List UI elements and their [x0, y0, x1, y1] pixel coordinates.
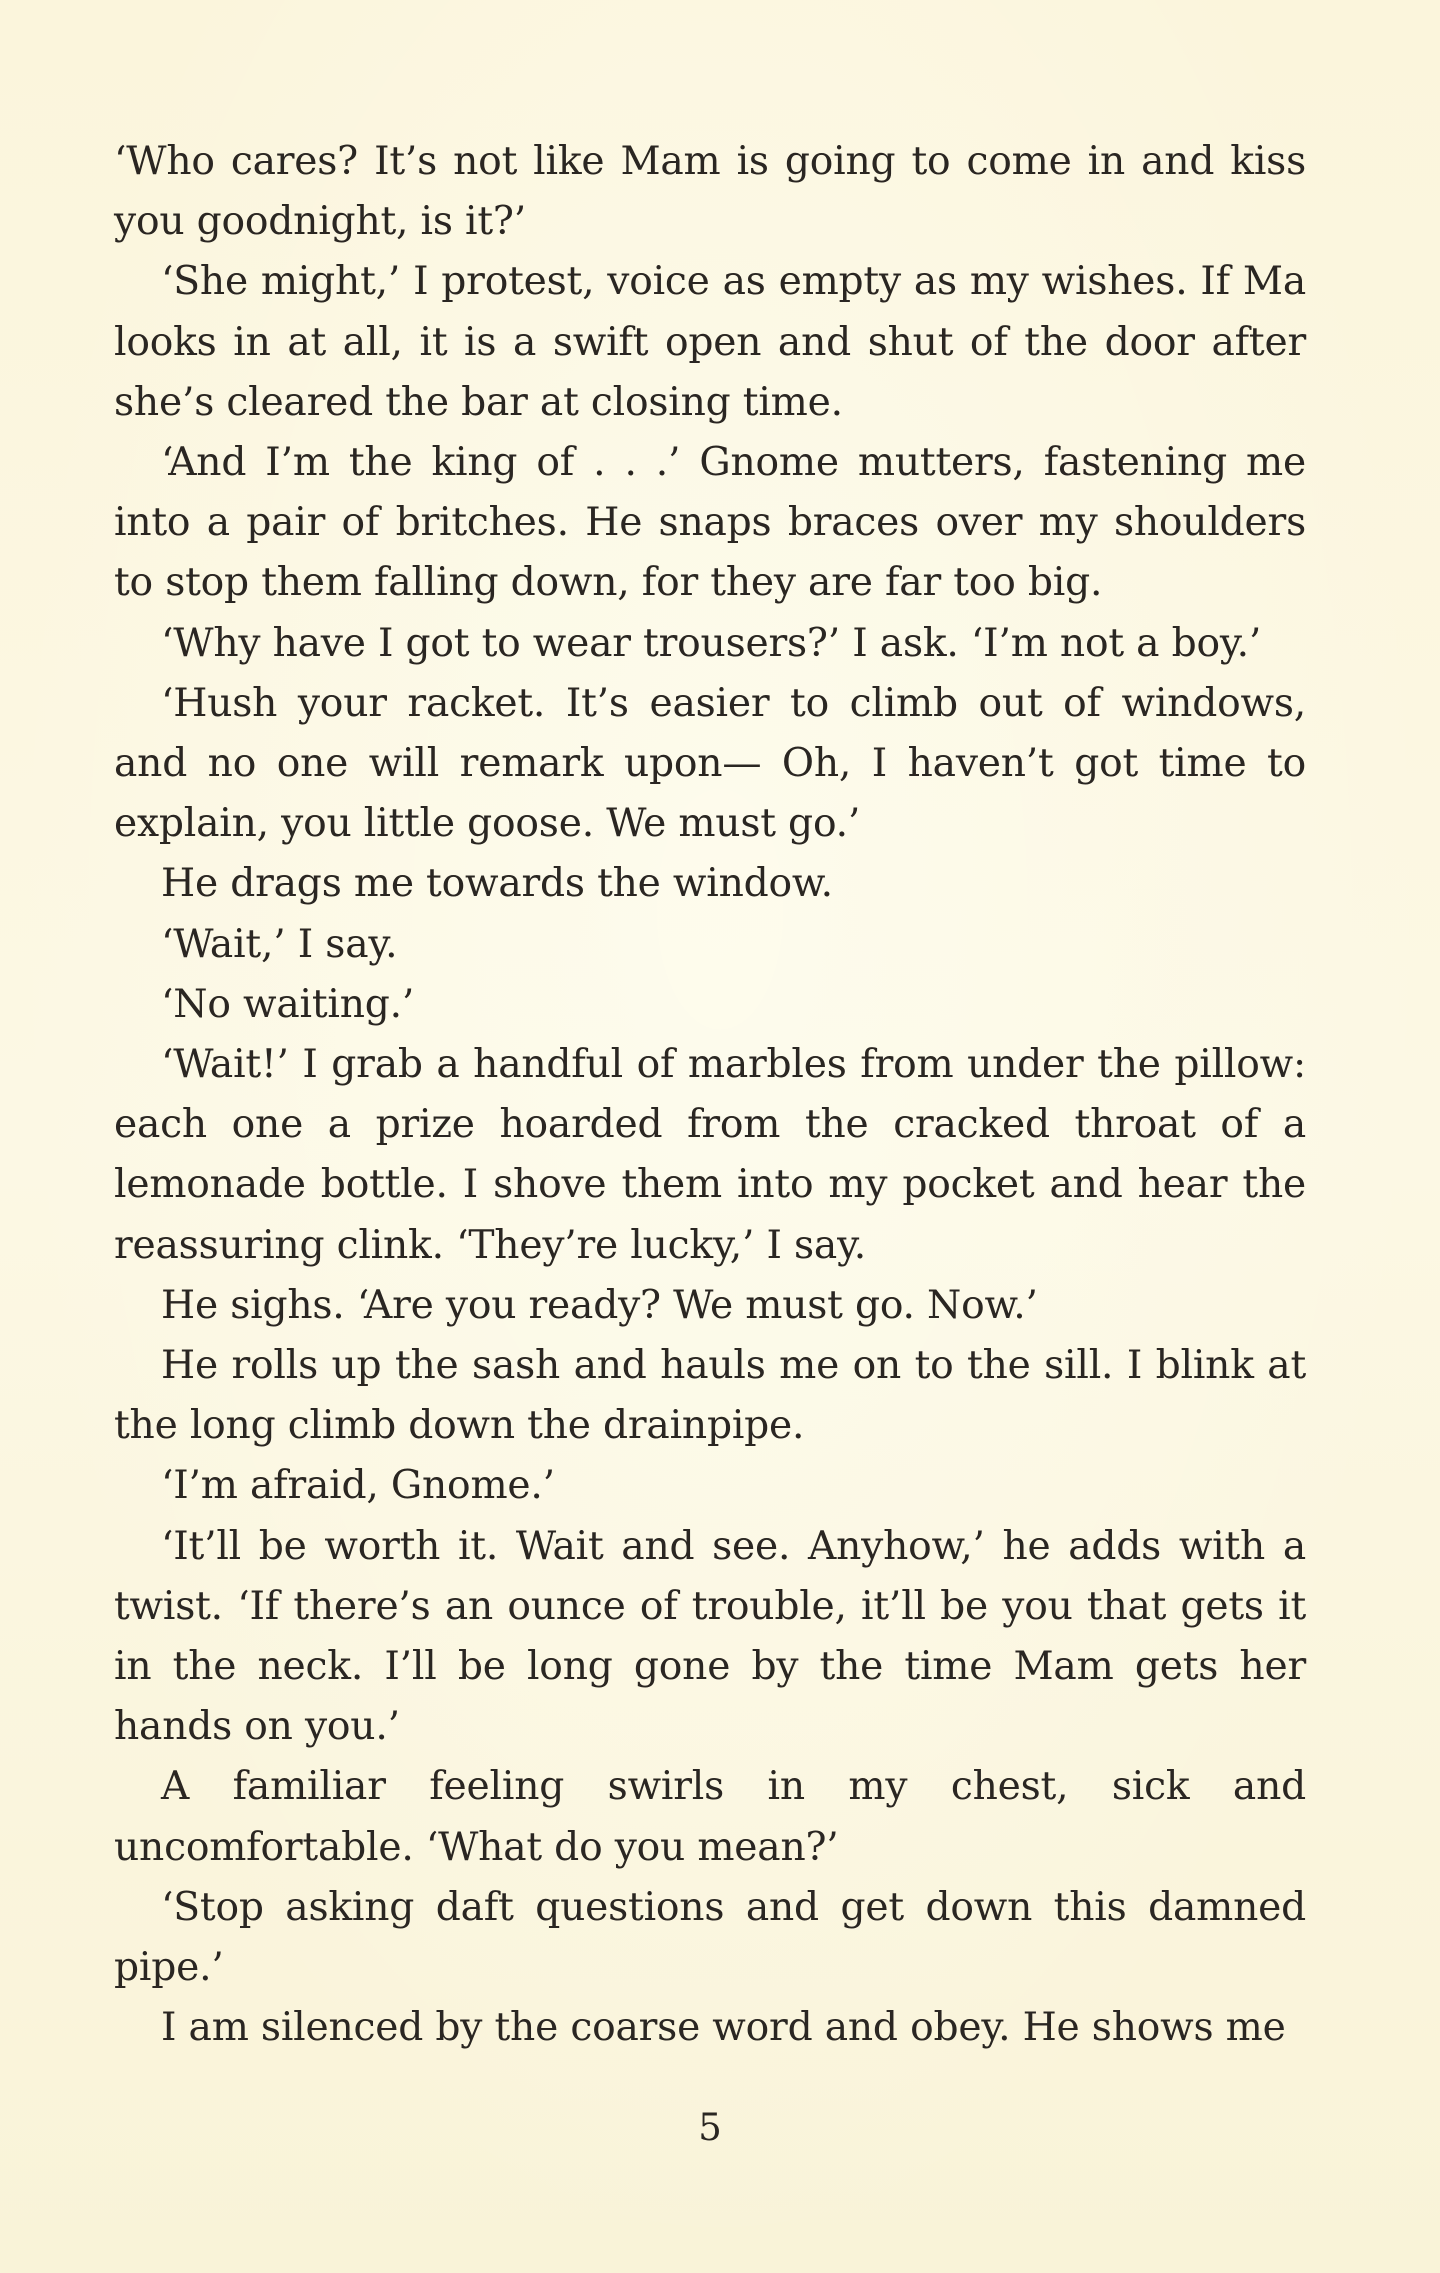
paragraph: ‘Wait,’ I say. — [161, 921, 398, 967]
paragraph: ‘And I’m the king of . . .’ Gnome mutters, fastening me into a pair of britches. He snaps braces over my shoulders to stop them falling down, for they are far too big. — [114, 440, 1306, 606]
paragraph: He drags me towards the window. — [161, 861, 833, 907]
paragraph: He rolls up the sash and hauls me on to the sill. I blink at the long climb down the drainpipe. — [114, 1343, 1306, 1449]
paragraph: ‘No waiting.’ — [161, 981, 415, 1027]
paragraph: I am silenced by the coarse word and obey. He shows me — [161, 2005, 1286, 2051]
paragraph: ‘I’m afraid, Gnome.’ — [161, 1463, 555, 1509]
paragraph: ‘Why have I got to wear trousers?’ I ask. ‘I’m not a boy.’ — [161, 620, 1262, 666]
page-number: 5 — [698, 2106, 722, 2149]
paragraph: ‘She might,’ I protest, voice as empty as my wishes. If Ma looks in at all, it is a swift open and shut of the door after she’s cleared the bar at closing time. — [114, 259, 1306, 425]
paragraph: ‘Wait!’ I grab a handful of marbles from under the pillow: each one a prize hoarded from the cracked throat of a lemonade bottle. I shove them into my pocket and hear the reassuring clink. ‘They’re lucky,’ I say. — [114, 1042, 1306, 1268]
body-text — [114, 132, 1306, 2059]
paragraph: ‘Hush your racket. It’s easier to climb out of windows, and no one will remark upon— Oh, I haven’t got time to explain, you little goose. We must go.’ — [114, 680, 1306, 847]
paragraph: A familiar feeling swirls in my chest, sick and uncomfortable. ‘What do you mean?’ — [114, 1764, 1306, 1870]
paragraph: He sighs. ‘Are you ready? We must go. Now.’ — [161, 1282, 1038, 1328]
paragraph: ‘Who cares? It’s not like Mam is going to come in and kiss you goodnight, is it?’ — [114, 139, 1306, 245]
paragraph: ‘It’ll be worth it. Wait and see. Anyhow,’ he adds with a twist. ‘If there’s an ounce of trouble, it’ll be you that gets it in the neck. I’ll be long gone by the time Mam gets her hands on you.’ — [114, 1523, 1306, 1750]
paragraph: ‘Stop asking daft questions and get down this damned pipe.’ — [114, 1884, 1306, 1991]
